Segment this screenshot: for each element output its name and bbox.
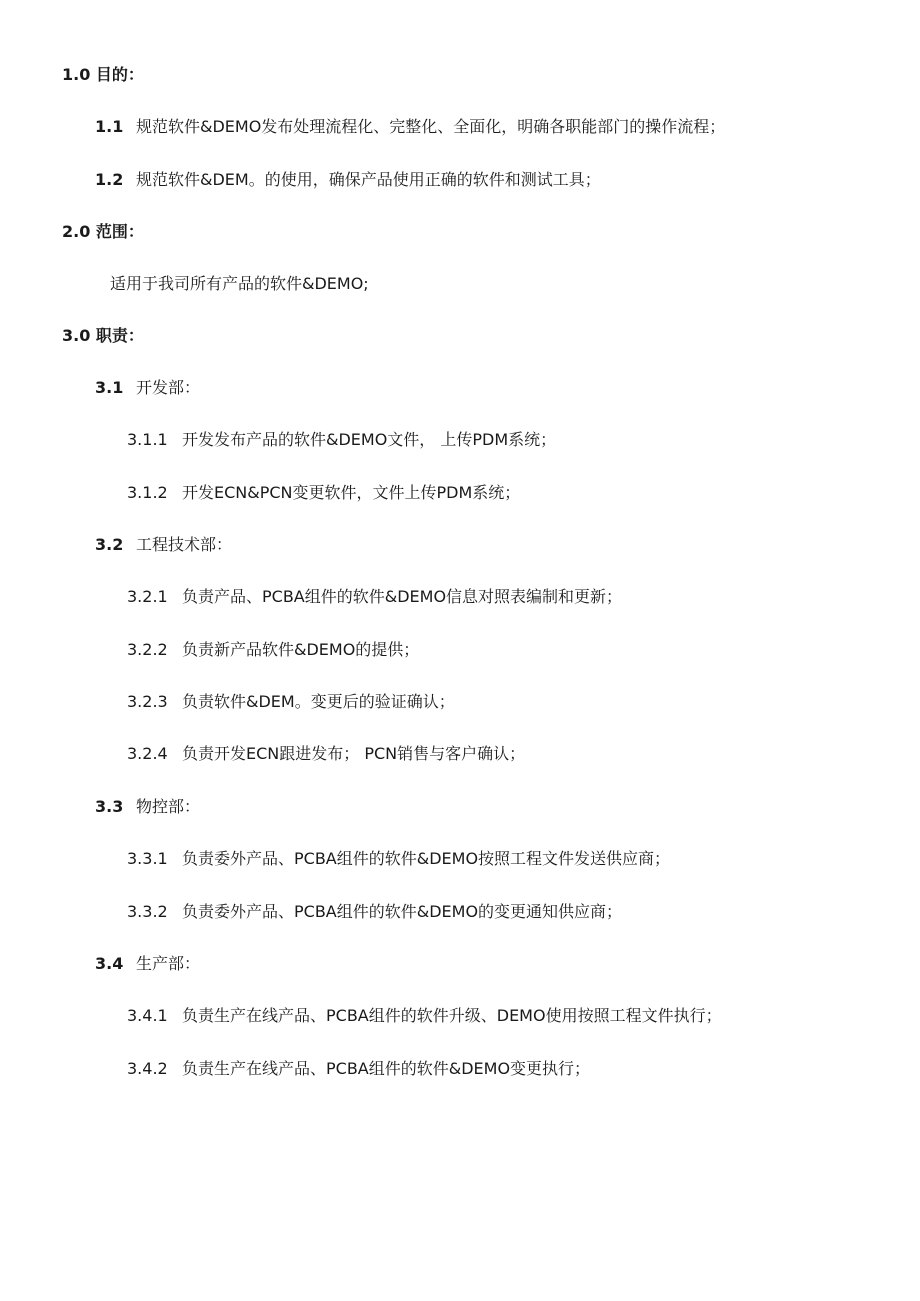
section-title: 目的： <box>95 65 144 84</box>
scope-text <box>110 272 369 296</box>
clause-text: 物控部： <box>136 797 201 816</box>
section-heading-scope <box>62 220 144 244</box>
clause-line <box>95 952 200 976</box>
clause-text: 开发部： <box>136 378 201 397</box>
section-title: 职责： <box>95 326 144 345</box>
section-title: 范围： <box>95 222 144 241</box>
clause-number: 3.3 <box>95 797 124 816</box>
clause-line <box>95 795 200 819</box>
subclause-number: 3.4.1 <box>127 1006 168 1025</box>
subclause-text: 负责产品、PCBA组件的软件&DEMO信息对照表编制和更新； <box>182 587 623 606</box>
subclause-line <box>127 742 525 766</box>
clause-text: 规范软件&DEM。的使用，确保产品使用正确的软件和测试工具； <box>136 170 601 189</box>
subclause-line <box>127 638 419 662</box>
subclause-line <box>127 1004 722 1028</box>
subclause-number: 3.3.1 <box>127 849 168 868</box>
subclause-number: 3.4.2 <box>127 1059 168 1078</box>
section-number: 2.0 <box>62 222 91 241</box>
clause-number: 1.1 <box>95 117 124 136</box>
clause-number: 3.1 <box>95 378 124 397</box>
subclause-line <box>127 900 622 924</box>
clause-number: 1.2 <box>95 170 124 189</box>
clause-line <box>95 168 601 192</box>
subclause-line <box>127 690 455 714</box>
subclause-text: 负责软件&DEM。变更后的验证确认； <box>182 692 455 711</box>
subclause-line <box>127 847 670 871</box>
section-heading-responsibilities <box>62 324 144 348</box>
section-number: 1.0 <box>62 65 91 84</box>
subclause-number: 3.3.2 <box>127 902 168 921</box>
clause-text: 适用于我司所有产品的软件&DEMO; <box>110 274 369 293</box>
clause-number: 3.2 <box>95 535 124 554</box>
subclause-text: 负责新产品软件&DEMO的提供； <box>182 640 420 659</box>
clause-text: 规范软件&DEMO发布处理流程化、完整化、全面化，明确各职能部门的操作流程； <box>136 117 726 136</box>
subclause-text: 开发ECN&PCN变更软件，文件上传PDM系统； <box>182 483 521 502</box>
subclause-line <box>127 481 520 505</box>
clause-line <box>95 533 232 557</box>
subclause-text: 负责开发ECN跟进发布； PCN销售与客户确认； <box>182 744 526 763</box>
subclause-line <box>127 585 622 609</box>
subclause-text: 负责生产在线产品、PCBA组件的软件&DEMO变更执行； <box>182 1059 591 1078</box>
subclause-number: 3.2.1 <box>127 587 168 606</box>
clause-line <box>95 115 725 139</box>
section-number: 3.0 <box>62 326 91 345</box>
subclause-text: 负责生产在线产品、PCBA组件的软件升级、DEMO使用按照工程文件执行； <box>182 1006 722 1025</box>
section-heading-purpose <box>62 63 144 87</box>
subclause-line <box>127 1057 590 1081</box>
subclause-number: 3.2.4 <box>127 744 168 763</box>
subclause-number: 3.2.2 <box>127 640 168 659</box>
subclause-text: 负责委外产品、PCBA组件的软件&DEMO的变更通知供应商； <box>182 902 623 921</box>
clause-number: 3.4 <box>95 954 124 973</box>
subclause-number: 3.2.3 <box>127 692 168 711</box>
clause-text: 生产部： <box>136 954 201 973</box>
subclause-line <box>127 428 556 452</box>
subclause-number: 3.1.2 <box>127 483 168 502</box>
subclause-text: 负责委外产品、PCBA组件的软件&DEMO按照工程文件发送供应商； <box>182 849 671 868</box>
clause-text: 工程技术部： <box>136 535 233 554</box>
subclause-text: 开发发布产品的软件&DEMO文件， 上传PDM系统； <box>182 430 557 449</box>
subclause-number: 3.1.1 <box>127 430 168 449</box>
clause-line <box>95 376 200 400</box>
